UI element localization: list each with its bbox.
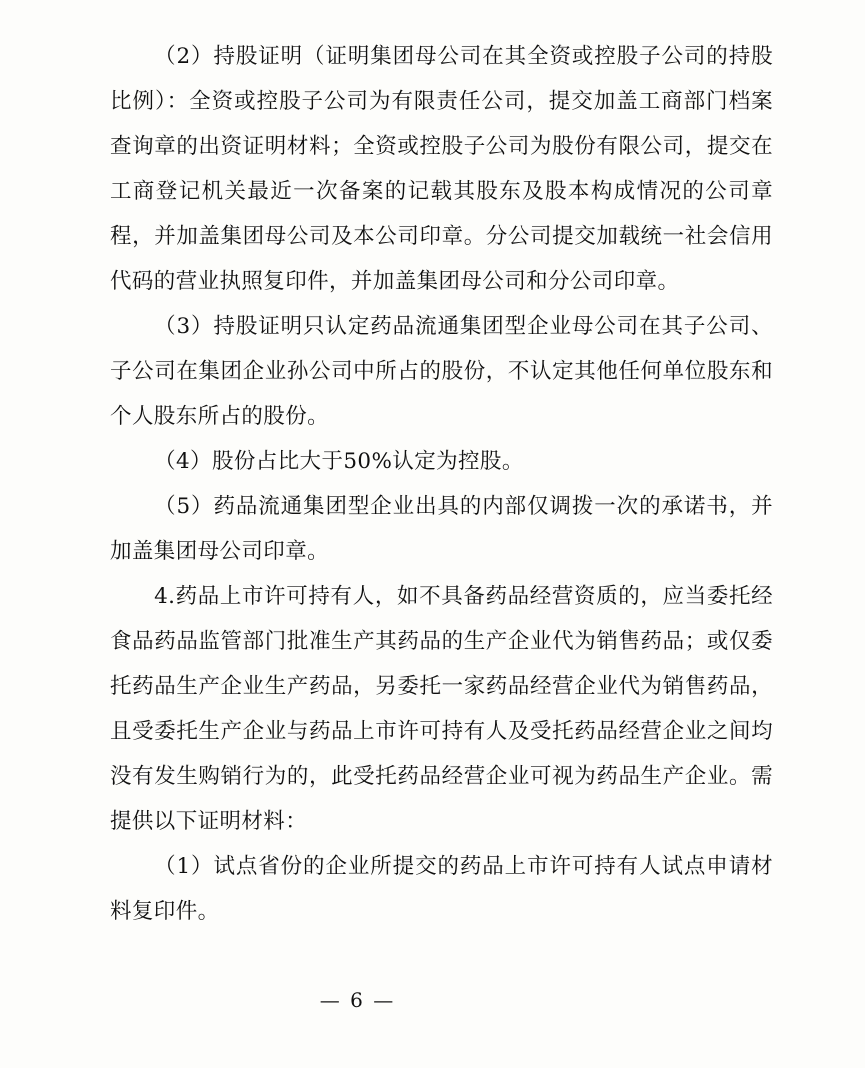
paragraph-6: （1）试点省份的企业所提交的药品上市许可持有人试点申请材料复印件。 [110,854,773,924]
paragraph-2: （3）持股证明只认定药品流通集团型企业母公司在其子公司、子公司在集团企业孙公司中所占的股份，不认定其他任何单位股东和个人股东所占的股份。 [110,314,773,429]
document-body [110,34,773,934]
paragraph-1: （2）持股证明（证明集团母公司在其全资或控股子公司的持股比例）：全资或控股子公司为有限责任公司，提交加盖工商部门档案查询章的出资证明材料；全资或控股子公司为股份有限公司，提交在工商登记机关最近一次备案的记载其股东及股本构成情况的公司章程，并加盖集团母公司及本公司印章。分公司提交加载统一社会信用代码的营业执照复印件，并加盖集团母公司和分公司印章。 [110,44,773,294]
paragraph-5: 4.药品上市许可持有人，如不具备药品经营资质的，应当委托经食品药品监管部门批准生产其药品的生产企业代为销售药品；或仅委托药品生产企业生产药品，另委托一家药品经营企业代为销售药品，且受委托生产企业与药品上市许可持有人及受托药品经营企业之间均没有发生购销行为的，此受托药品经营企业可视为药品生产企业。需提供以下证明材料： [110,584,773,834]
paragraph-4: （5）药品流通集团型企业出具的内部仅调拨一次的承诺书，并加盖集团母公司印章。 [110,494,773,564]
page-number [0,988,865,1012]
page-number-label: — 6 — [319,988,396,1012]
paragraph-3: （4）股份占比大于50%认定为控股。 [154,449,524,474]
